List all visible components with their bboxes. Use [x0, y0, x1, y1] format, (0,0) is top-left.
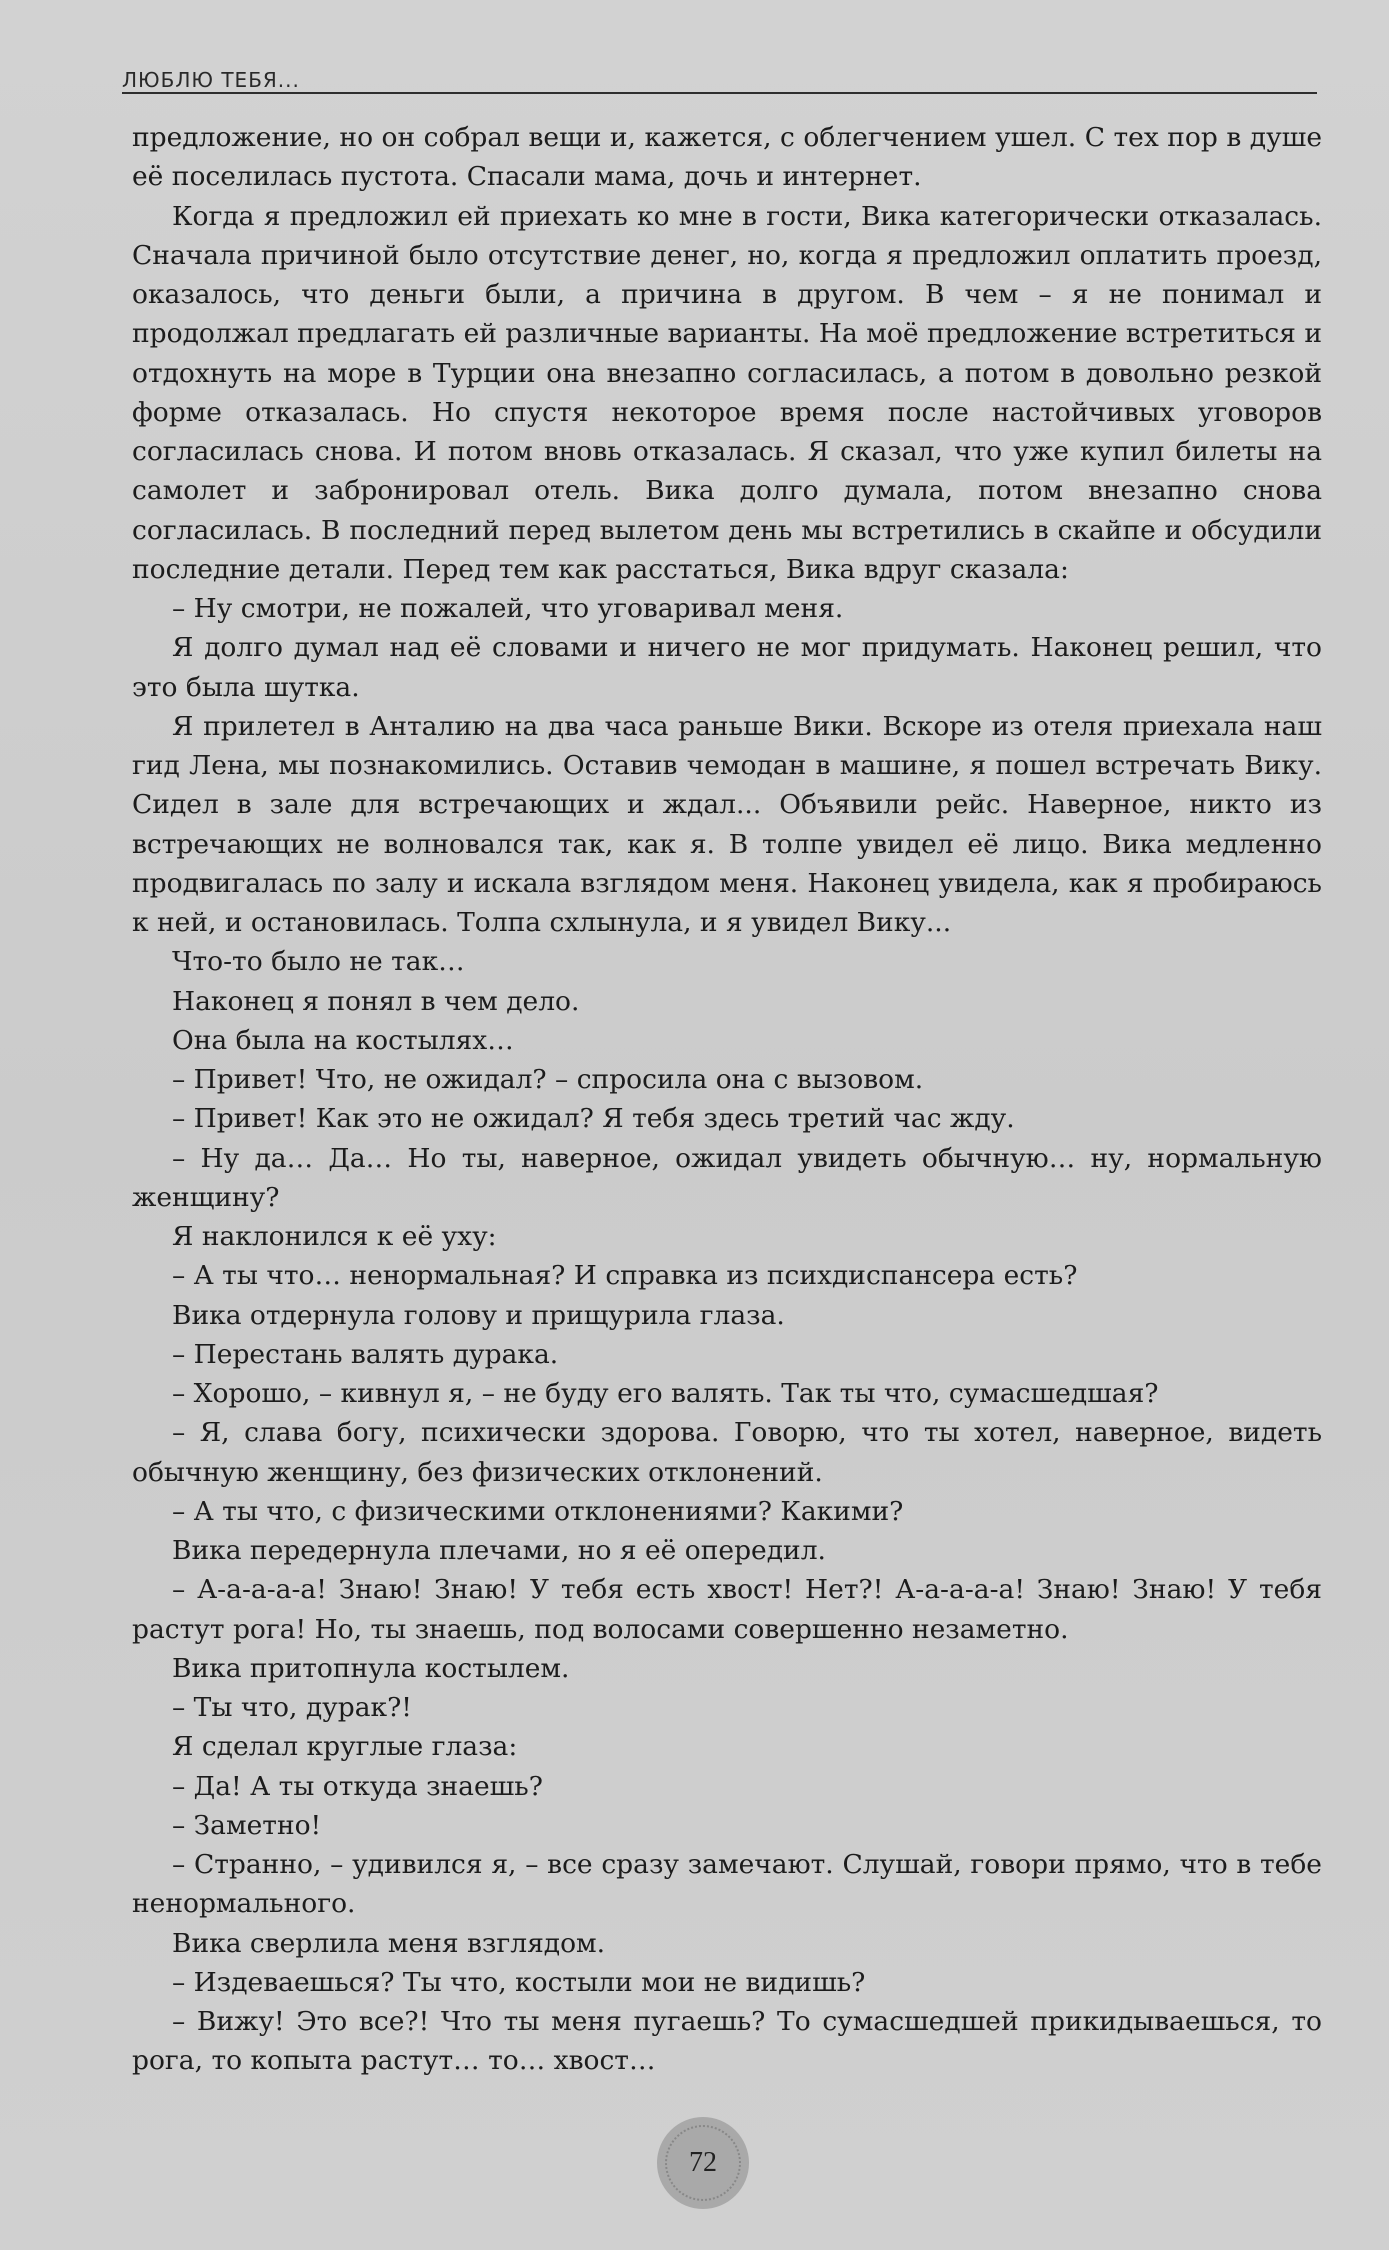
paragraph: Вика притопнула костылем. — [172, 1652, 570, 1684]
paragraph: Вика отдернула голову и прищурила глаза. — [172, 1299, 785, 1331]
paragraph: Вика сверлила меня взглядом. — [172, 1927, 606, 1959]
page-number: 72 — [689, 2147, 717, 2178]
paragraph: – Ну да… Да… Но ты, наверное, ожидал увидеть обычную… ну, нормальную женщину? — [132, 1142, 1322, 1213]
paragraph: Она была на костылях… — [172, 1024, 514, 1056]
paragraph: Я долго думал над её словами и ничего не мог придумать. Наконец решил, что это была шутка. — [132, 632, 1322, 703]
header-rule — [122, 92, 1317, 94]
running-title: ЛЮБЛЮ ТЕБЯ... — [122, 68, 300, 92]
body-text — [132, 118, 1322, 2081]
paragraph: Когда я предложил ей приехать ко мне в гости, Вика категорически отказалась. Сначала причиной было отсутствие денег, но, когда я предложил оплатить проезд, оказалось, что деньги были, а причина в другом. В чем – я не понимал и продолжал предлагать ей различные варианты. На моё предложение встретиться и отдохнуть на море в Турции она внезапно согласилась, а потом в довольно резкой форме отказалась. Но спустя некоторое время после настойчивых уговоров согласилась снова. И потом вновь отказалась. Я сказал, что уже купил билеты на самолет и забронировал отель. Вика долго думала, потом внезапно снова согласилась. В последний перед вылетом день мы встретились в скайпе и обсудили последние детали. Перед тем как расстаться, Вика вдруг сказала: — [132, 200, 1322, 585]
paragraph: Что-то было не так… — [172, 946, 465, 978]
paragraph: – Заметно! — [172, 1809, 322, 1841]
paragraph: – Ну смотри, не пожалей, что уговаривал меня. — [172, 593, 844, 624]
paragraph: предложение, но он собрал вещи и, кажется, с облегчением ушел. С тех пор в душе её поселилась пустота. Спасали мама, дочь и интернет. — [132, 122, 1322, 193]
paragraph: – Ты что, дурак?! — [172, 1692, 412, 1723]
paragraph: Вика передернула плечами, но я её опередил. — [172, 1535, 826, 1566]
paragraph: Я сделал круглые глаза: — [172, 1731, 518, 1763]
paragraph: – Привет! Что, не ожидал? – спросила она с вызовом. — [172, 1064, 924, 1095]
paragraph: Наконец я понял в чем дело. — [172, 985, 580, 1017]
paragraph: – Странно, – удивился я, – все сразу замечают. Слушай, говори прямо, что в тебе ненормального. — [132, 1849, 1322, 1920]
paragraph: – А ты что, с физическими отклонениями? Какими? — [172, 1495, 904, 1527]
paragraph: – Я, слава богу, психически здорова. Говорю, что ты хотел, наверное, видеть обычную женщину, без физических отклонений. — [132, 1417, 1322, 1488]
paragraph: Я прилетел в Анталию на два часа раньше Вики. Вскоре из отеля приехала наш гид Лена, мы познакомились. Оставив чемодан в машине, я пошел встречать Вику. Сидел в зале для встречающих и ждал... Объявили рейс. Наверное, никто из встречающих не волновался так, как я. В толпе увидел её лицо. Вика медленно продвигалась по залу и искала взглядом меня. Наконец увидела, как я пробираюсь к ней, и остановилась. Толпа схлынула, и я увидел Вику... — [132, 710, 1322, 938]
paragraph: – Да! А ты откуда знаешь? — [172, 1770, 543, 1802]
page-number-badge — [657, 2117, 749, 2209]
paragraph: Я наклонился к её уху: — [172, 1221, 497, 1252]
paragraph: – Вижу! Это все?! Что ты меня пугаешь? То сумасшедшей прикидываешься, то рога, то копыта растут… то… хвост… — [132, 2006, 1322, 2077]
paragraph: – Хорошо, – кивнул я, – не буду его валять. Так ты что, сумасшедшая? — [172, 1378, 1159, 1409]
paragraph: – Издеваешься? Ты что, костыли мои не видишь? — [172, 1966, 866, 1998]
paragraph: – Привет! Как это не ожидал? Я тебя здесь третий час жду. — [172, 1103, 1015, 1135]
paragraph: – А-а-а-а-а! Знаю! Знаю! У тебя есть хвост! Нет?! А-а-а-а-а! Знаю! Знаю! У тебя растут рога! Но, ты знаешь, под волосами совершенно незаметно. — [132, 1574, 1322, 1645]
paragraph: – Перестань валять дурака. — [172, 1338, 559, 1370]
paragraph: – А ты что… ненормальная? И справка из психдиспансера есть? — [172, 1260, 1078, 1292]
